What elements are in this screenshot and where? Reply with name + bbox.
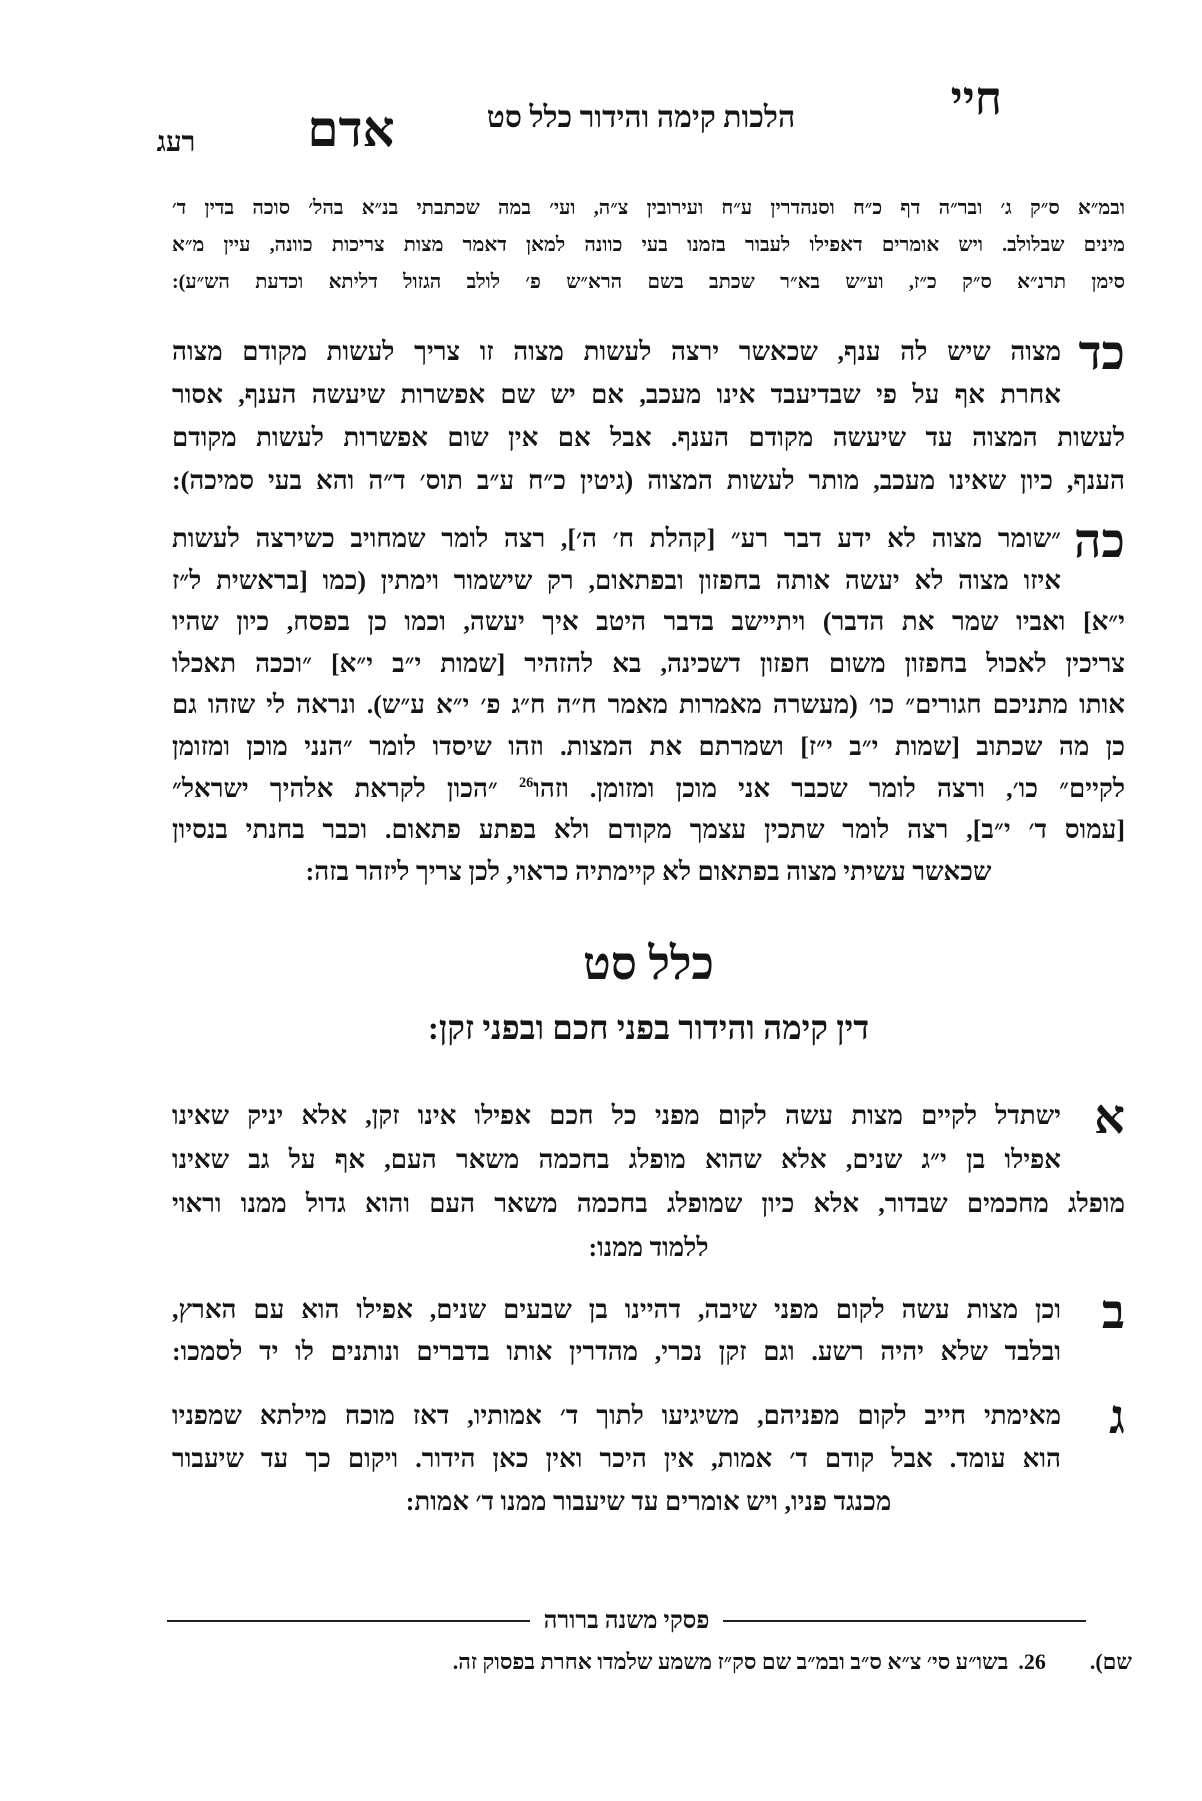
text-line: מצוה שיש לה ענף, שכאשר ירצה לעשות מצוה זו צריך לעשות מקודם מצוה [172,337,1061,366]
running-head-left-word: אדם [307,101,395,157]
section-letter: כה [1073,515,1125,568]
previous-footnote-end: שם). [1089,1649,1132,1674]
divider-line-left [167,1620,530,1622]
text-line: הוא עומד. אבל קודם ד׳ אמות, אין היכר ואין כאן הידור. ויקום כך עד שיעבור [172,1444,1061,1473]
footnotes-heading: פסקי משנה ברורה [543,1608,710,1634]
text-line: אחרת אף על פי שבדיעבד אינו מעכב, אם יש שם אפשרות שיעשה הענף, אסור [172,380,1061,409]
section-letter: ג [1109,1391,1125,1444]
text-line: ובמ״א ס״ק ג׳ ובר״ה דף כ״ח וסנהדרין ע״ח ועירובין צ״ה, ועי׳ במה שכתבתי בנ״א בהל׳ סוכה בדין ד׳ [172,197,1125,219]
section-2 [172,1286,1125,1373]
continuation-paragraph [172,190,1125,301]
chapter-subtitle: דין קימה והידור בפני חכם ובפני זקן: [427,1011,870,1047]
chapter-title: כלל סט [583,938,714,989]
text-line: מינים שבלולב. ויש אומרים דאפילו לעבור בזמנו בעי כוונה למאן דאמר מצות צריכות כוונה, עיין מ״א [172,234,1125,256]
section-letter: כד [1078,327,1125,380]
footnote-number: 26. [1018,1649,1046,1674]
text-line: מכנגד פניו, ויש אומרים עד שיעבור ממנו ד׳ אמות: [405,1487,892,1516]
section-letter: א [1094,1091,1125,1144]
text-line: ובלבד שלא יהיה רשע. וגם זקן נכרי, מהדרין אותו בדברים ונותנים לו יד לסמכו: [172,1337,1061,1366]
text-line: [עמוס ד׳ י״ב], רצה לומר שתכין עצמך מקודם ולא בפתע פתאום. וכבר בחנתי בנסיון [172,815,1125,845]
footnote-26 [453,1646,1046,1678]
text-line: מאימתי חייב לקום מפניהם, משיגיעו לתוך ד׳ אמותיו, דאז מוכח מילתא שמפניו [172,1401,1061,1430]
section-24 [172,327,1125,502]
section-25 [172,515,1125,892]
text-line: ישתדל לקיים מצות עשה לקום מפני כל חכם אפילו אינו זקן, אלא יניק שאינו [172,1101,1061,1130]
text-line: אותו מתניכם חגורים״ כו׳ (מעשרה מאמרות מאמר ח״ה ח״ג פ׳ י״א ע״ש). ונראה לי שזהו גם [172,690,1125,720]
text-line-with-footnote-ref [172,768,1125,810]
text-line: לעשות המצוה עד שיעשה מקודם הענף. אבל אם אין שום אפשרות לעשות מקודם [172,423,1125,452]
text-line: וכן מצות עשה לקום מפני שיבה, דהיינו בן שבעים שנים, אפילו הוא עם הארץ, [172,1295,1061,1324]
footnote-text: בשו״ע סי׳ צ״א ס״ב ובמ״ב שם סק״ז משמע שלמדו אחרת בפסוק זה. [452,1649,1009,1674]
section-1 [172,1091,1125,1270]
running-head-title: הלכות קימה והידור כלל סט [486,101,796,134]
footnotes [150,1646,1132,1678]
text-line: אפילו בן י״ג שנים, אלא שהוא מופלג בחכמה משאר העם, אף על גב שאינו [172,1145,1061,1174]
text-line: שכאשר עשיתי מצוה בפתאום לא קיימתיה כראוי, לכן צריך ליזהר בזה: [305,856,992,886]
running-head-right-word: חיי [950,73,1002,124]
text-run: ״הכון לקראת אלהיך ישראל״ [172,773,519,803]
text-line: כן מה שכתוב [שמות י״ב י״ז] ושמרתם את המצות. וזהו שיסדו לומר ״הנני מוכן ומזומן [172,731,1125,761]
text-line: ללמוד ממנו: [588,1233,709,1262]
page-number: רעג [156,127,196,158]
section-3 [172,1391,1125,1523]
text-line: הענף, כיון שאינו מעכב, מותר לעשות המצוה (גיטין כ״ח ע״ב תוס׳ ד״ה והא בעי סמיכה): [172,466,1125,495]
text-line: סימן תרנ״א ס״ק כ״ז, וע״ש בא״ר שכתב בשם הרא״ש פ׳ לולב הגזול דליתא וכדעת הש״ע): [172,271,1125,293]
section-letter: ב [1101,1286,1125,1339]
text-line: י״א] ואביו שמר את הדבר) ויתיישב בדבר היטב איך יעשה, וכמו כן בפסח, כיון שהיו [172,607,1125,637]
text-line: צריכין לאכול בחפזון משום חפזון דשכינה, בא להזהיר [שמות י״ב י״א] ״וככה תאכלו [172,648,1125,678]
footnotes-divider [167,1606,1086,1636]
text-line: מופלג מחכמים שבדור, אלא כיון שמופלג בחכמה משאר העם והוא גדול ממנו וראוי [172,1189,1125,1218]
divider-line-right [723,1620,1086,1622]
footnote-reference: 26 [518,774,534,791]
text-line: ״שומר מצוה לא ידע דבר רע״ [קהלת ח׳ ה׳], רצה לומר שמחויב כשירצה לעשות [172,524,1061,553]
text-line: איזו מצוה לא יעשה אותה בחפזון ובפתאום, רק שישמור וימתין (כמו [בראשית ל״ז [172,565,1061,595]
text-run: לקיים״ כו׳, ורצה לומר שכבר אני מוכן ומזומן. וזהו [533,773,1125,803]
